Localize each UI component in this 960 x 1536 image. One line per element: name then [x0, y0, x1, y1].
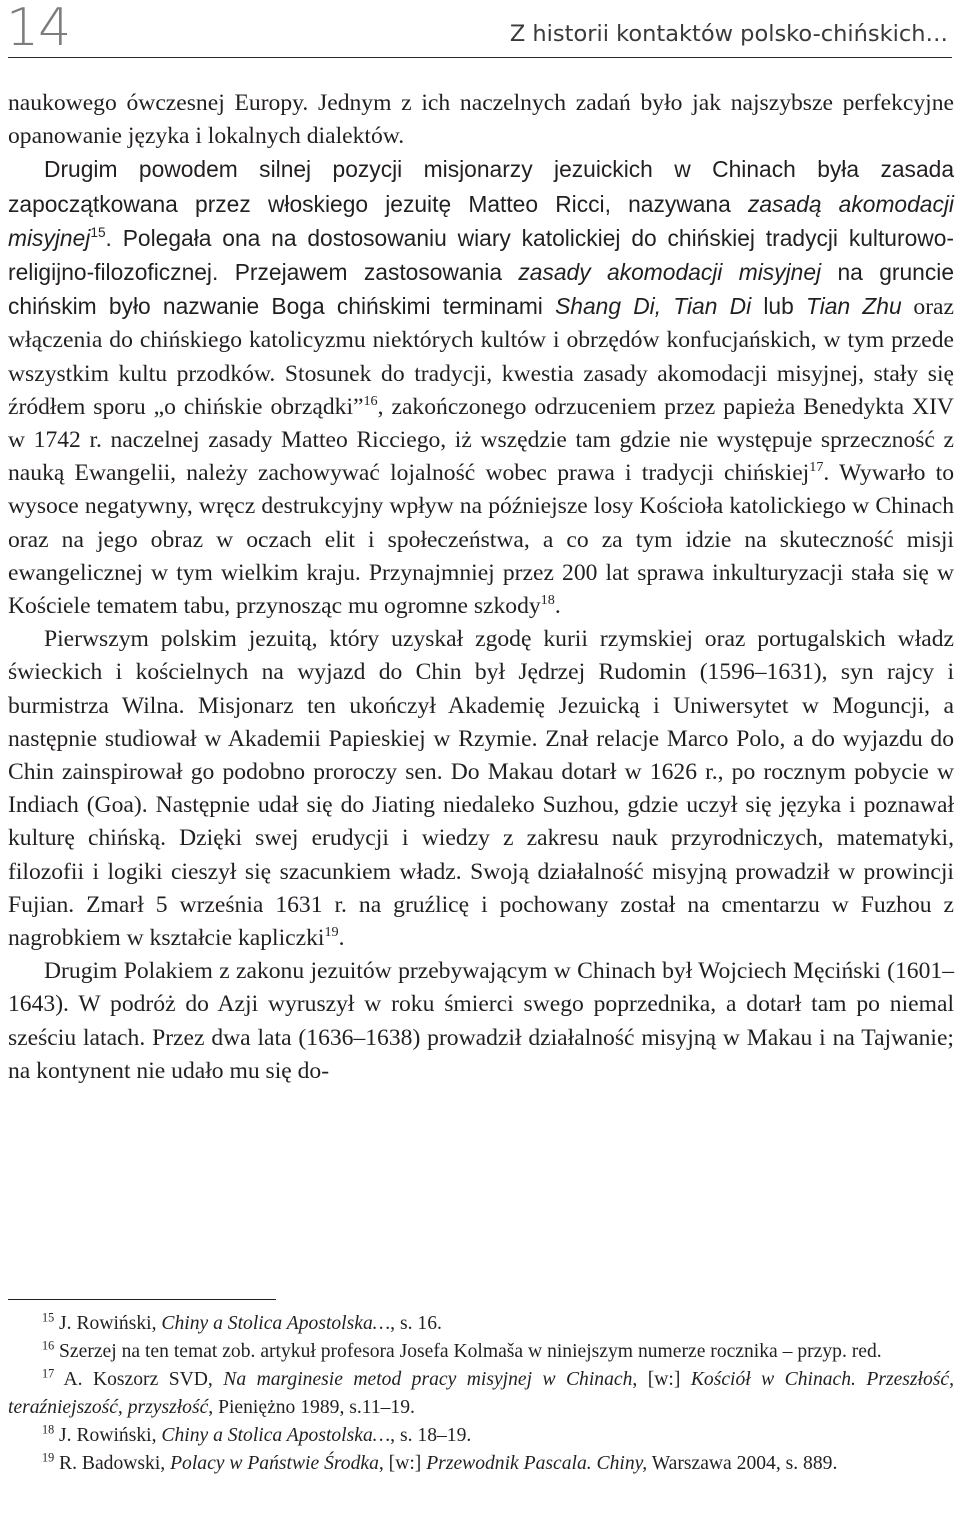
header-rule — [8, 57, 952, 58]
paragraph-1 — [8, 87, 954, 153]
p2-part6: , zakończonego odrzuceniem przez papieża Benedykta XIV w 1742 r. naczelnej zasady Matteo Ricciego, iż wszędzie tam gdzie nie występuje sprzeczność z nauką Ewangelii, należy zachowywać lojalność wobec prawa i tradycji chińskiej — [8, 393, 954, 487]
footnote-19 — [8, 1450, 954, 1478]
footnote-text: Warszawa 2004, s. 889. — [647, 1453, 838, 1474]
footnote-text: , [w:] — [632, 1369, 691, 1390]
p3-part2: . — [338, 925, 345, 952]
footnote-source-title: Przewodnik Pascala. Chiny, — [426, 1453, 648, 1474]
footnote-text: , s. 16. — [390, 1313, 442, 1334]
paragraph-1-text: naukowego ówczesnej Europy. Jednym z ich naczelnych zadań było jak najszybsze perfekcyjne opanowanie języka i lokalnych dialektów. — [8, 90, 954, 150]
page-header — [0, 0, 960, 66]
paragraph-2-text — [8, 156, 954, 319]
footnote-title: Na marginesie metod pracy misyjnej w Chinach — [223, 1369, 633, 1390]
footnote-text: A. Koszorz SVD, — [54, 1369, 224, 1390]
footnote-text: , Pieniężno 1989, s.11–19. — [208, 1397, 415, 1418]
footnote-ref-18[interactable]: 18 — [540, 591, 555, 608]
footnote-17 — [8, 1366, 954, 1422]
footnote-title: Chiny a Stolica Apostolska… — [161, 1313, 391, 1334]
footnote-text: R. Badowski, — [54, 1453, 171, 1474]
footnote-number: 17 — [42, 1366, 55, 1381]
page-number: 14 — [6, 0, 71, 58]
p2-italic-zasady: zasady akomodacji misyjnej — [518, 259, 822, 286]
footnote-number: 16 — [42, 1338, 55, 1353]
footnote-title: Chiny a Stolica Apostolska… — [161, 1425, 391, 1446]
footnote-16 — [8, 1338, 954, 1366]
footnote-separator — [8, 1299, 276, 1300]
p2-part3: na gruncie chińskim było nazwanie Boga chińskimi terminami — [8, 259, 954, 320]
footnote-number: 19 — [42, 1450, 55, 1465]
paragraph-4-text: Drugim Polakiem z zakonu jezuitów przebywającym w Chinach był Wojciech Męciński (1601–1643). W podróż do Azji wyruszył w roku śmierci swego poprzednika, a dotarł tam po niemal sześciu latach. Przez dwa lata (1636–1638) prowadził działalność misyjną w Makau i na Tajwanie; na kontynent nie udało mu się do- — [8, 958, 954, 1084]
p2-part1: Drugim powodem silnej pozycji misjonarzy jezuickich w Chinach była zasada zapoczątkowana przez włoskiego jezuitę Matteo Ricci, nazywana — [8, 156, 954, 217]
p3-part1: Pierwszym polskim jezuitą, który uzyskał zgodę kurii rzymskiej oraz portugalskich władz świeckich i kościelnych na wyjazd do Chin był Jędrzej Rudomin (1596–1631), syn rajcy i burmistrza Wilna. Misjonarz ten ukończył Akademię Jezuicką i Uniwersytet w Moguncji, a następnie studiował w Akademii Papieskiej w Rzymie. Znał relacje Marco Polo, a do wyjazdu do Chin zainspirował go podobno proroczy sen. Do Makau dotarł w 1626 r., po rocznym pobycie w Indiach (Goa). Następnie udał się do Jiating niedaleko Suzhou, gdzie uczył się języka i poznawał kulturę chińską. Dzięki swej erudycji i wiedzy z zakresu nauk przyrodniczych, matematyki, filozofii i logiki cieszył się szacunkiem władz. Swoją działalność misyjną prowadził w prowincji Fujian. Zmarł 5 września 1631 r. na gruźlicę i pochowany został na cmentarzu w Fuzhou z nagrobkiem w kształcie kapliczki — [8, 626, 954, 952]
running-title: Z historii kontaktów polsko-chińskich… — [509, 21, 948, 47]
footnote-text: , [w:] — [378, 1453, 427, 1474]
footnote-text: , s. 18–19. — [390, 1425, 472, 1446]
p2-italic-tian-zhu: Tian Zhu — [805, 293, 902, 320]
paragraph-2 — [8, 153, 954, 623]
body-text — [8, 87, 954, 1088]
p2-part7: . Wywarło to wysoce negatywny, wręcz destrukcyjny wpływ na późniejsze losy Kościoła katolickiego w Chinach oraz na jego obraz w oczach elit i społeczeństwa, a co za tym idzie na skuteczność misji ewangelicznej w tym wielkim kraju. Przynajmniej przez 200 lat sprawa inkulturyzacji stała się w Kościele tematem tabu, przynosząc mu ogromne szkody — [8, 460, 954, 620]
footnote-title: Polacy w Państwie Środka — [170, 1453, 379, 1474]
paragraph-3 — [8, 623, 954, 955]
p2-italic-zasada: zasadą akomodacji misyjnej — [8, 190, 954, 251]
footnote-ref-15[interactable]: 15 — [90, 224, 106, 240]
footnote-text: J. Rowiński, — [54, 1313, 162, 1334]
footnotes — [8, 1310, 954, 1478]
p2-part5: oraz włączenia do chińskiego katolicyzmu niektórych kultów i obrzędów konfucjańskich, w tym przede wszystkim kultu przodków. Stosunek do tradycji, kwestia zasady akomodacji misyjnej, stały się źródłem sporu „o chińskie obrządki” — [8, 294, 954, 420]
p2-part2: . Polegała ona na dostosowaniu wiary katolickiej do chińskiej tradycji kulturowo-religijno-filozoficznej. Przejawem zastosowania — [8, 224, 954, 286]
footnote-source-title: Kościół w Chinach. Przeszłość, teraźniejszość, przyszłość — [8, 1369, 955, 1418]
footnote-ref-16[interactable]: 16 — [363, 392, 378, 409]
footnote-ref-17[interactable]: 17 — [809, 459, 824, 476]
paragraph-4 — [8, 955, 954, 1088]
footnote-number: 15 — [42, 1310, 55, 1325]
p2-italic-shang-di: Shang Di, Tian Di — [555, 293, 752, 320]
footnote-18 — [8, 1422, 954, 1450]
footnote-text: J. Rowiński, — [54, 1425, 162, 1446]
footnote-15 — [8, 1310, 954, 1338]
footnote-number: 18 — [42, 1422, 55, 1437]
footnote-text: Szerzej na ten temat zob. artykuł profesora Josefa Kolmaša w niniejszym numerze rocznika – przyp. red. — [54, 1341, 882, 1362]
footnote-ref-19[interactable]: 19 — [324, 923, 339, 940]
p2-part4: lub — [751, 293, 806, 320]
p2-part8: . — [554, 593, 561, 620]
